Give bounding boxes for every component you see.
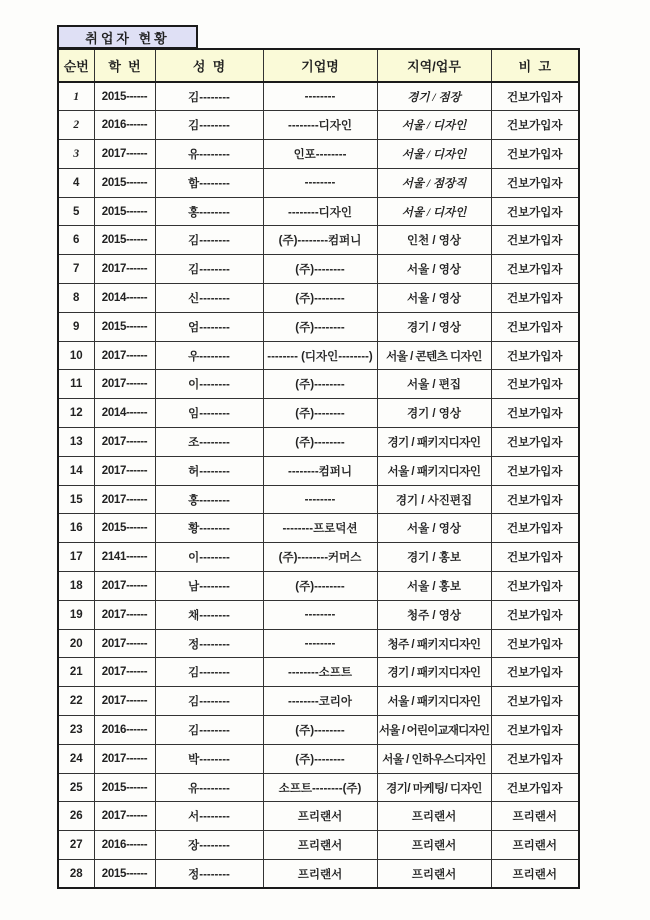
cell-num: 10 (58, 341, 94, 370)
cell-company: (주)--------커머스 (263, 543, 377, 572)
cell-num: 23 (58, 716, 94, 745)
cell-region: 서울 / 영상 (377, 284, 491, 313)
cell-sid: 2017------ (94, 744, 155, 773)
cell-name: 홍-------- (155, 197, 263, 226)
cell-num: 13 (58, 428, 94, 457)
cell-region: 경기 / 영상 (377, 312, 491, 341)
cell-region: 서울 / 홍보 (377, 572, 491, 601)
table-header (58, 49, 579, 82)
cell-note: 건보가입자 (491, 312, 579, 341)
cell-region: 인천 / 영상 (377, 226, 491, 255)
table-row (58, 197, 579, 226)
cell-num: 4 (58, 168, 94, 197)
cell-note: 건보가입자 (491, 543, 579, 572)
cell-name: 홍-------- (155, 485, 263, 514)
table-row (58, 658, 579, 687)
cell-name: 황-------- (155, 514, 263, 543)
cell-company: (주)-------- (263, 370, 377, 399)
cell-sid: 2016------ (94, 716, 155, 745)
table-row (58, 629, 579, 658)
table-row (58, 255, 579, 284)
cell-note: 건보가입자 (491, 111, 579, 140)
table-row (58, 226, 579, 255)
cell-region: 서울 / 디자인 (377, 111, 491, 140)
cell-note: 건보가입자 (491, 485, 579, 514)
cell-note: 건보가입자 (491, 514, 579, 543)
cell-region: 서울 / 디자인 (377, 197, 491, 226)
cell-note: 건보가입자 (491, 600, 579, 629)
cell-sid: 2017------ (94, 341, 155, 370)
cell-name: 김-------- (155, 687, 263, 716)
table-row (58, 485, 579, 514)
cell-name: 김-------- (155, 226, 263, 255)
cell-num: 15 (58, 485, 94, 514)
cell-note: 건보가입자 (491, 370, 579, 399)
cell-num: 18 (58, 572, 94, 601)
cell-company: --------디자인 (263, 197, 377, 226)
cell-company: (주)-------- (263, 312, 377, 341)
cell-sid: 2016------ (94, 111, 155, 140)
cell-company: --------디자인 (263, 111, 377, 140)
document-title-box (57, 25, 198, 49)
cell-name: 함-------- (155, 168, 263, 197)
cell-company: (주)-------- (263, 255, 377, 284)
cell-name: 임-------- (155, 399, 263, 428)
cell-sid: 2014------ (94, 284, 155, 313)
col-header-sid: 학 번 (94, 49, 155, 82)
table-row (58, 168, 579, 197)
cell-name: 신-------- (155, 284, 263, 313)
col-header-num: 순번 (58, 49, 94, 82)
cell-region: 서울 / 패키지디자인 (377, 687, 491, 716)
cell-num: 3 (58, 140, 94, 169)
cell-company: (주)--------컴퍼니 (263, 226, 377, 255)
cell-num: 20 (58, 629, 94, 658)
cell-sid: 2017------ (94, 600, 155, 629)
table-row (58, 341, 579, 370)
cell-sid: 2015------ (94, 168, 155, 197)
table-row (58, 744, 579, 773)
cell-note: 건보가입자 (491, 255, 579, 284)
cell-company: -------- (263, 82, 377, 111)
cell-name: 허-------- (155, 456, 263, 485)
cell-company: (주)-------- (263, 284, 377, 313)
cell-sid: 2017------ (94, 428, 155, 457)
cell-num: 14 (58, 456, 94, 485)
cell-note: 프리랜서 (491, 802, 579, 831)
cell-note: 건보가입자 (491, 140, 579, 169)
cell-sid: 2016------ (94, 831, 155, 860)
cell-num: 9 (58, 312, 94, 341)
cell-region: 서울 / 편집 (377, 370, 491, 399)
cell-sid: 2017------ (94, 629, 155, 658)
table-row (58, 716, 579, 745)
table-row (58, 514, 579, 543)
cell-name: 정-------- (155, 629, 263, 658)
cell-region: 경기 / 패키지디자인 (377, 428, 491, 457)
cell-num: 26 (58, 802, 94, 831)
cell-region: 서울 / 디자인 (377, 140, 491, 169)
cell-note: 건보가입자 (491, 744, 579, 773)
cell-company: -------- (263, 629, 377, 658)
col-header-note: 비 고 (491, 49, 579, 82)
cell-num: 25 (58, 773, 94, 802)
cell-company: 프리랜서 (263, 831, 377, 860)
cell-company: --------프로덕션 (263, 514, 377, 543)
cell-sid: 2015------ (94, 312, 155, 341)
cell-name: 박-------- (155, 744, 263, 773)
cell-sid: 2017------ (94, 485, 155, 514)
cell-note: 프리랜서 (491, 831, 579, 860)
cell-name: 이-------- (155, 543, 263, 572)
cell-region: 서울 / 인하우스디자인 (377, 744, 491, 773)
cell-company: --------소프트 (263, 658, 377, 687)
cell-sid: 2015------ (94, 860, 155, 889)
cell-name: 이-------- (155, 370, 263, 399)
cell-num: 6 (58, 226, 94, 255)
cell-company: (주)-------- (263, 572, 377, 601)
cell-num: 11 (58, 370, 94, 399)
table-row (58, 111, 579, 140)
cell-name: 김-------- (155, 82, 263, 111)
cell-sid: 2017------ (94, 140, 155, 169)
cell-name: 김-------- (155, 111, 263, 140)
cell-company: (주)-------- (263, 744, 377, 773)
cell-region: 서울 / 패키지디자인 (377, 456, 491, 485)
cell-num: 16 (58, 514, 94, 543)
cell-name: 서-------- (155, 802, 263, 831)
cell-name: 엄-------- (155, 312, 263, 341)
cell-num: 19 (58, 600, 94, 629)
cell-company: -------- (263, 600, 377, 629)
table-body (58, 82, 579, 888)
cell-sid: 2141------ (94, 543, 155, 572)
cell-region: 프리랜서 (377, 831, 491, 860)
cell-note: 프리랜서 (491, 860, 579, 889)
cell-num: 28 (58, 860, 94, 889)
cell-sid: 2017------ (94, 456, 155, 485)
table-row (58, 831, 579, 860)
col-header-name: 성 명 (155, 49, 263, 82)
cell-company: -------- (263, 485, 377, 514)
cell-company: 인포-------- (263, 140, 377, 169)
cell-name: 정-------- (155, 860, 263, 889)
cell-num: 7 (58, 255, 94, 284)
cell-note: 건보가입자 (491, 168, 579, 197)
cell-region: 경기/ 마케팅/ 디자인 (377, 773, 491, 802)
cell-name: 유-------- (155, 773, 263, 802)
cell-name: 김-------- (155, 658, 263, 687)
table-row (58, 687, 579, 716)
cell-region: 프리랜서 (377, 802, 491, 831)
cell-region: 서울 / 영상 (377, 514, 491, 543)
employment-table (57, 48, 580, 889)
col-header-company: 기업명 (263, 49, 377, 82)
table-row (58, 428, 579, 457)
table-row (58, 773, 579, 802)
cell-num: 8 (58, 284, 94, 313)
cell-note: 건보가입자 (491, 197, 579, 226)
cell-company: (주)-------- (263, 428, 377, 457)
cell-company: (주)-------- (263, 399, 377, 428)
document-title: 취업자 현황 (85, 30, 170, 46)
table-row (58, 284, 579, 313)
cell-region: 서울 / 영상 (377, 255, 491, 284)
cell-note: 건보가입자 (491, 226, 579, 255)
cell-num: 21 (58, 658, 94, 687)
table-row (58, 802, 579, 831)
cell-region: 서울 / 어린이교재디자인 (377, 716, 491, 745)
cell-sid: 2014------ (94, 399, 155, 428)
header-row (58, 49, 579, 82)
cell-sid: 2017------ (94, 802, 155, 831)
cell-num: 24 (58, 744, 94, 773)
cell-sid: 2017------ (94, 255, 155, 284)
cell-note: 건보가입자 (491, 399, 579, 428)
cell-company: -------- (263, 168, 377, 197)
cell-company: 프리랜서 (263, 802, 377, 831)
cell-name: 우-------- (155, 341, 263, 370)
cell-name: 김-------- (155, 716, 263, 745)
cell-company: --------코리아 (263, 687, 377, 716)
cell-region: 프리랜서 (377, 860, 491, 889)
cell-region: 경기 / 패키지디자인 (377, 658, 491, 687)
cell-sid: 2017------ (94, 370, 155, 399)
table-row (58, 600, 579, 629)
table-row (58, 456, 579, 485)
cell-region: 경기 / 영상 (377, 399, 491, 428)
cell-name: 장-------- (155, 831, 263, 860)
cell-company: --------컴퍼니 (263, 456, 377, 485)
cell-note: 건보가입자 (491, 341, 579, 370)
cell-note: 건보가입자 (491, 773, 579, 802)
cell-name: 유-------- (155, 140, 263, 169)
cell-name: 채-------- (155, 600, 263, 629)
cell-company: (주)-------- (263, 716, 377, 745)
cell-region: 청주 / 영상 (377, 600, 491, 629)
cell-note: 건보가입자 (491, 572, 579, 601)
cell-note: 건보가입자 (491, 687, 579, 716)
cell-note: 건보가입자 (491, 82, 579, 111)
table-row (58, 82, 579, 111)
cell-name: 남-------- (155, 572, 263, 601)
cell-sid: 2015------ (94, 514, 155, 543)
cell-note: 건보가입자 (491, 629, 579, 658)
cell-num: 1 (58, 82, 94, 111)
cell-note: 건보가입자 (491, 284, 579, 313)
table-row (58, 370, 579, 399)
cell-num: 5 (58, 197, 94, 226)
cell-company: 소프트--------(주) (263, 773, 377, 802)
cell-region: 경기 / 점장 (377, 82, 491, 111)
cell-num: 2 (58, 111, 94, 140)
cell-name: 조-------- (155, 428, 263, 457)
table-row (58, 572, 579, 601)
cell-num: 17 (58, 543, 94, 572)
table-row (58, 543, 579, 572)
cell-region: 서울 / 콘텐츠 디자인 (377, 341, 491, 370)
col-header-region: 지역/업무 (377, 49, 491, 82)
cell-note: 건보가입자 (491, 716, 579, 745)
cell-num: 12 (58, 399, 94, 428)
cell-note: 건보가입자 (491, 428, 579, 457)
cell-sid: 2017------ (94, 658, 155, 687)
cell-sid: 2015------ (94, 197, 155, 226)
cell-sid: 2015------ (94, 82, 155, 111)
cell-note: 건보가입자 (491, 456, 579, 485)
cell-sid: 2015------ (94, 226, 155, 255)
cell-company: 프리랜서 (263, 860, 377, 889)
cell-num: 22 (58, 687, 94, 716)
table-row (58, 312, 579, 341)
cell-region: 경기 / 홍보 (377, 543, 491, 572)
cell-sid: 2017------ (94, 572, 155, 601)
cell-num: 27 (58, 831, 94, 860)
cell-region: 청주 / 패키지디자인 (377, 629, 491, 658)
table-row (58, 140, 579, 169)
cell-region: 서울 / 점장직 (377, 168, 491, 197)
cell-sid: 2015------ (94, 773, 155, 802)
cell-company: -------- (디자인--------) (263, 341, 377, 370)
cell-note: 건보가입자 (491, 658, 579, 687)
cell-name: 김-------- (155, 255, 263, 284)
table-row (58, 399, 579, 428)
cell-region: 경기 / 사진편집 (377, 485, 491, 514)
table-row (58, 860, 579, 889)
cell-sid: 2017------ (94, 687, 155, 716)
